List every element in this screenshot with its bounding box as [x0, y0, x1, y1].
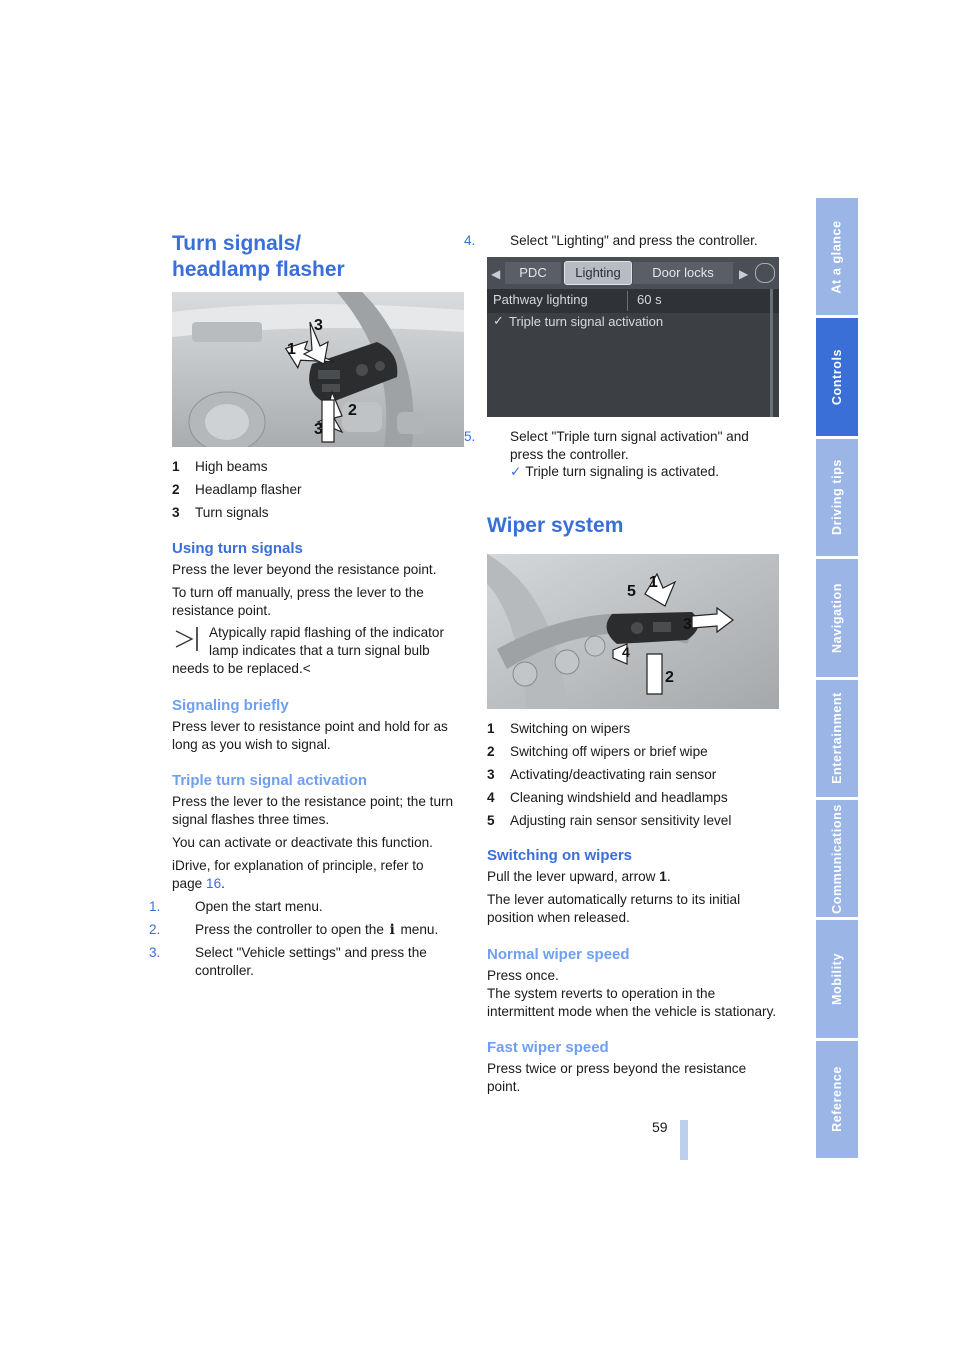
side-tab-driving-tips[interactable]: [816, 439, 858, 556]
side-tab-label: Controls: [830, 348, 844, 406]
screen-row-value: 60 s: [637, 292, 662, 307]
list-item: 5 Adjusting rain sensor sensitivity level: [487, 813, 732, 828]
side-tab-reference[interactable]: [816, 1041, 858, 1158]
side-tab-label: Driving tips: [830, 459, 844, 536]
screen-tab-pdc: PDC: [505, 262, 561, 284]
screen-row-pathway-lighting: Pathway lighting: [493, 292, 588, 307]
side-tab-label: Navigation: [830, 582, 844, 653]
turn-signal-lever-illustration: [172, 292, 464, 447]
svg-text:1: 1: [649, 574, 658, 591]
step-4: 4. Select "Lighting" and press the controller.: [464, 233, 758, 248]
step-5: 5. Select "Triple turn signal activation" and press the controller.: [464, 429, 749, 462]
list-item: 3 Turn signals: [172, 505, 269, 520]
note-text: Atypically rapid flashing of the indicator lamp indicates that a turn signal bulb: [209, 625, 444, 658]
subheading-fast-wiper-speed: Fast wiper speed: [487, 1039, 609, 1056]
subheading-signaling-briefly: Signaling briefly: [172, 697, 289, 714]
paragraph: iDrive, for explanation of principle, refer to page 16.: [172, 858, 424, 891]
section-heading-wiper-system: Wiper system: [487, 514, 624, 537]
svg-text:5: 5: [627, 583, 636, 600]
side-tab-label: Mobility: [830, 952, 844, 1005]
side-tab-mobility[interactable]: [816, 920, 858, 1037]
subheading-switching-on-wipers: Switching on wipers: [487, 847, 633, 864]
step-1: 1. Open the start menu.: [149, 899, 323, 914]
side-tab-entertainment[interactable]: [816, 680, 858, 797]
info-icon: i: [389, 922, 395, 938]
svg-text:2: 2: [348, 402, 357, 419]
svg-text:3: 3: [683, 616, 692, 633]
turn-signal-legend: [172, 458, 467, 522]
svg-text:3: 3: [314, 317, 323, 334]
paragraph: Pull the lever upward, arrow 1.: [487, 869, 671, 884]
list-item: 1 High beams: [172, 459, 268, 474]
subheading-using-turn-signals: Using turn signals: [172, 540, 303, 557]
screen-tab-door-locks: Door locks: [633, 262, 733, 284]
side-tab-label: Entertainment: [830, 692, 844, 785]
paragraph: The lever automatically returns to its initial position when released.: [487, 892, 741, 925]
paragraph: The system reverts to operation in the intermittent mode when the vehicle is stationary.: [487, 986, 777, 1019]
screen-tab-lighting: Lighting: [564, 261, 632, 285]
wiper-lever-illustration: [487, 554, 779, 709]
step-2: 2. Press the controller to open the i menu.: [149, 922, 439, 938]
subheading-triple-turn-signal: Triple turn signal activation: [172, 772, 368, 789]
list-item: 1 Switching on wipers: [487, 721, 631, 736]
paragraph: Press once.: [487, 968, 559, 983]
svg-text:2: 2: [665, 669, 674, 686]
paragraph: To turn off manually, press the lever to the resistance point.: [172, 585, 424, 618]
arrow-right-icon: ▶: [739, 267, 749, 281]
idrive-lighting-screen: [487, 257, 779, 417]
subheading-normal-wiper-speed: Normal wiper speed: [487, 946, 630, 963]
settings-icon: [755, 263, 775, 283]
side-tab-label: Reference: [830, 1066, 845, 1133]
side-tab-label: Communications: [830, 803, 844, 914]
page-number: 59: [652, 1119, 668, 1135]
page-link[interactable]: 16: [206, 876, 222, 891]
step-5-result: ✓ Triple turn signaling is activated.: [510, 464, 720, 479]
note-triangle-icon: [172, 627, 198, 651]
paragraph: Press lever to resistance point and hold for as long as you wish to signal.: [172, 719, 448, 752]
side-tab-navigation[interactable]: [816, 559, 858, 676]
list-item: 4 Cleaning windshield and headlamps: [487, 790, 728, 805]
side-tab-index: [816, 198, 858, 1161]
wiper-legend: [487, 720, 782, 830]
page-marker-bar: [680, 1120, 688, 1160]
side-tab-label: At a glance: [830, 220, 845, 294]
list-item: 3 Activating/deactivating rain sensor: [487, 767, 717, 782]
list-item: 2 Switching off wipers or brief wipe: [487, 744, 708, 759]
end-marker: <: [302, 661, 311, 676]
checkmark-icon: ✓: [493, 313, 504, 328]
side-tab-controls[interactable]: [816, 318, 858, 435]
paragraph: Press twice or press beyond the resistance point.: [487, 1061, 747, 1094]
paragraph: You can activate or deactivate this function.: [172, 835, 433, 850]
paragraph: Press the lever beyond the resistance point.: [172, 562, 437, 577]
checkmark-icon: ✓: [510, 464, 522, 479]
side-tab-at-a-glance[interactable]: [816, 198, 858, 315]
screen-row-triple-turn: Triple turn signal activation: [509, 314, 664, 329]
paragraph: Press the lever to the resistance point; the turn signal flashes three times.: [172, 794, 454, 827]
side-tab-communications[interactable]: [816, 800, 858, 917]
step-3: 3. Select "Vehicle settings" and press the controller.: [149, 945, 427, 978]
list-item: 2 Headlamp flasher: [172, 482, 302, 497]
arrow-left-icon: ◀: [491, 267, 501, 281]
svg-text:1: 1: [287, 341, 296, 358]
section-heading-turn-signals: Turn signals/ headlamp flasher: [172, 232, 345, 281]
svg-text:3: 3: [314, 421, 323, 438]
note-text-end: needs to be replaced.<: [172, 661, 311, 676]
svg-text:4: 4: [622, 644, 630, 660]
